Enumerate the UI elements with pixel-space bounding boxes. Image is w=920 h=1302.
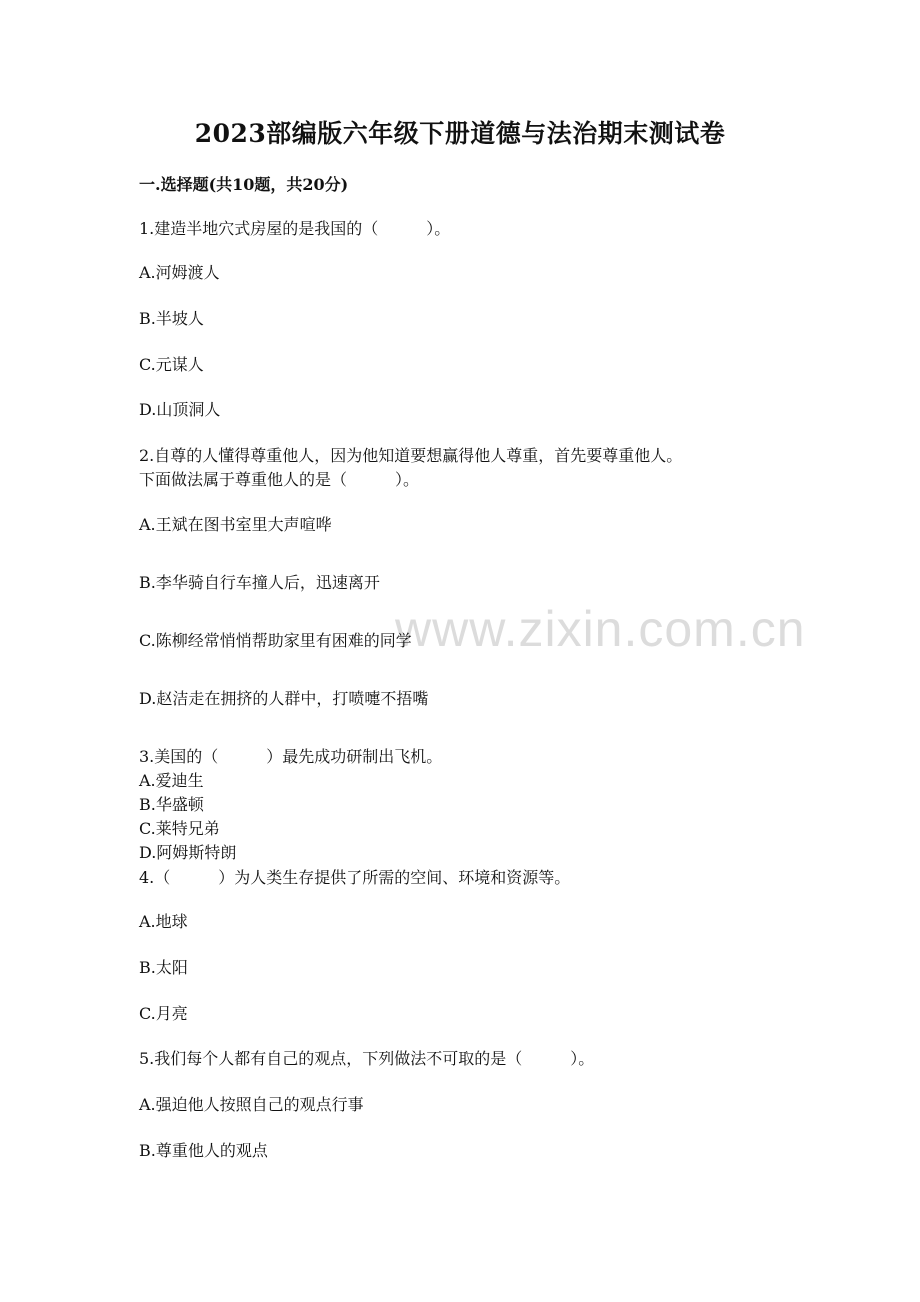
page-title: 2023部编版六年级下册道德与法治期末测试卷: [194, 119, 726, 148]
question-4-option-a: A.地球: [139, 912, 188, 931]
question-1-stem: 1.建造半地穴式房屋的是我国的（ ）。: [139, 219, 451, 238]
question-4-stem: 4.（ ）为人类生存提供了所需的空间、环境和资源等。: [139, 868, 571, 887]
question-1-option-d: D.山顶洞人: [139, 400, 221, 419]
question-3-option-a: A.爱迪生: [139, 771, 204, 790]
question-1-option-c: C.元谋人: [139, 355, 204, 374]
question-2-option-a: A.王斌在图书室里大声喧哗: [139, 515, 332, 534]
question-2-option-c: C.陈柳经常悄悄帮助家里有困难的同学: [139, 631, 412, 650]
section-heading: 一.选择题(共10题，共20分): [139, 175, 349, 194]
question-2-stem-line1: 2.自尊的人懂得尊重他人，因为他知道要想赢得他人尊重，首先要尊重他人。: [139, 446, 683, 465]
question-5-stem: 5.我们每个人都有自己的观点，下列做法不可取的是（ ）。: [139, 1049, 595, 1068]
watermark: www.zixin.com.cn: [395, 601, 806, 657]
question-3-stem: 3.美国的（ ）最先成功研制出飞机。: [139, 747, 443, 766]
question-4-option-b: B.太阳: [139, 958, 188, 977]
question-1-option-a: A.河姆渡人: [139, 263, 220, 282]
question-2-option-b: B.李华骑自行车撞人后，迅速离开: [139, 573, 380, 592]
question-4-option-c: C.月亮: [139, 1004, 188, 1023]
question-5-option-b: B.尊重他人的观点: [139, 1141, 268, 1160]
question-2-stem-line2: 下面做法属于尊重他人的是（ ）。: [139, 470, 420, 489]
question-5-option-a: A.强迫他人按照自己的观点行事: [139, 1095, 364, 1114]
question-1-option-b: B.半坡人: [139, 309, 204, 328]
question-3-option-c: C.莱特兄弟: [139, 819, 220, 838]
question-2-option-d: D.赵洁走在拥挤的人群中，打喷嚏不捂嘴: [139, 689, 429, 708]
question-3-option-b: B.华盛顿: [139, 795, 204, 814]
question-3-option-d: D.阿姆斯特朗: [139, 843, 237, 862]
